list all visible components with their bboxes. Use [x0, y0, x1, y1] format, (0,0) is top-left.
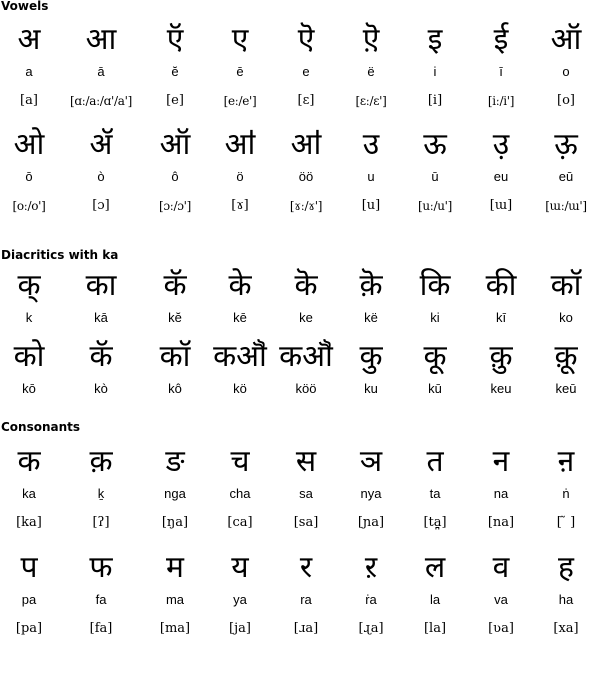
diacritics-cell	[273, 266, 339, 330]
transliteration: öö	[298, 169, 314, 184]
transliteration: kā	[94, 310, 108, 325]
ipa-transcription: [uː/u']	[417, 199, 453, 213]
devanagari-glyph: अ	[17, 22, 41, 57]
vowels-heading: Vowels	[1, 0, 49, 13]
ipa-transcription: [ɹa]	[293, 621, 319, 636]
devanagari-glyph: ऎ	[297, 22, 315, 57]
devanagari-glyph: कॉ	[159, 339, 191, 374]
transliteration: ò	[97, 169, 105, 184]
ipa-transcription: [ʔ]	[92, 515, 110, 530]
consonants-cell	[207, 548, 273, 640]
ipa-transcription: [ɛː/ɛ']	[355, 94, 387, 108]
ipa-transcription: [i]	[427, 93, 443, 108]
transliteration: ra	[300, 592, 312, 607]
ipa-transcription: [fa]	[89, 621, 113, 636]
ipa-transcription: [la]	[423, 621, 447, 636]
consonants-cell	[68, 442, 134, 534]
ipa-transcription: [ɑː/aː/ɑ'/a']	[70, 94, 132, 108]
devanagari-glyph: ऑ	[550, 22, 582, 57]
transliteration: kō	[22, 381, 36, 396]
consonants-cell	[0, 548, 62, 640]
ipa-transcription: [o]	[557, 93, 575, 108]
consonants-heading: Consonants	[1, 420, 81, 434]
diacritics-cell	[533, 337, 593, 401]
diacritics-cell	[468, 337, 534, 401]
devanagari-glyph: क़	[89, 444, 113, 479]
devanagari-glyph: कॵ	[213, 339, 267, 374]
devanagari-glyph: ऑ	[159, 127, 191, 162]
ipa-transcription: [a]	[20, 93, 38, 108]
transliteration: kò	[94, 381, 108, 396]
ipa-transcription: [xa]	[553, 621, 579, 636]
vowels-cell	[0, 20, 62, 112]
transliteration: cha	[229, 486, 251, 501]
diacritics-cell	[68, 266, 134, 330]
ipa-transcription: [ja]	[229, 621, 251, 636]
devanagari-glyph: ऎ़	[362, 22, 380, 57]
transliteration: keu	[490, 381, 512, 396]
ipa-transcription: [eː/e']	[223, 94, 257, 108]
ipa-transcription: [ɯ]	[489, 198, 513, 213]
transliteration: ha	[558, 592, 574, 607]
devanagari-glyph: का	[85, 268, 117, 303]
vowels-cell	[142, 125, 208, 217]
consonants-cell	[273, 548, 339, 640]
devanagari-glyph: ह	[558, 550, 574, 585]
devanagari-glyph: इ	[427, 22, 443, 57]
transliteration: ḵ	[97, 486, 105, 501]
ipa-transcription: [ɛ]	[297, 93, 315, 108]
consonants-cell	[338, 442, 404, 534]
devanagari-glyph: ॴ	[224, 127, 256, 162]
consonants-row-2	[0, 548, 593, 678]
consonants-cell	[468, 548, 534, 640]
transliteration: va	[494, 592, 508, 607]
vowels-cell	[402, 125, 468, 217]
transliteration: ki	[430, 310, 440, 325]
ipa-transcription: [ca]	[227, 515, 253, 530]
devanagari-glyph: ॲ	[89, 127, 113, 162]
devanagari-glyph: कॆ	[294, 268, 318, 303]
ipa-transcription: [pa]	[15, 621, 43, 636]
ipa-transcription: [ma]	[159, 621, 191, 636]
consonants-cell	[142, 442, 208, 534]
devanagari-glyph: य	[231, 550, 249, 585]
ipa-transcription: [ ̃ ]	[556, 515, 576, 530]
devanagari-glyph: ॴ	[290, 127, 322, 162]
diacritics-cell	[207, 337, 273, 401]
devanagari-glyph: न	[492, 444, 510, 479]
consonants-cell	[402, 442, 468, 534]
transliteration: kī	[495, 310, 507, 325]
consonants-cell	[468, 442, 534, 534]
transliteration: ë	[367, 64, 375, 79]
vowels-cell	[338, 125, 404, 217]
vowels-cell	[468, 125, 534, 217]
ipa-transcription: [oː/o']	[12, 199, 46, 213]
devanagari-glyph: ऩ	[557, 444, 575, 479]
devanagari-glyph: र	[299, 550, 313, 585]
transliteration: fa	[95, 592, 107, 607]
transliteration: ku	[364, 381, 378, 396]
devanagari-glyph: ई	[493, 22, 509, 57]
devanagari-glyph: ङ	[165, 444, 185, 479]
ipa-transcription: [ka]	[16, 515, 42, 530]
transliteration: ē	[236, 64, 244, 79]
transliteration: kô	[168, 381, 182, 396]
consonants-cell	[533, 548, 593, 640]
devanagari-glyph: ऊ	[423, 127, 447, 162]
devanagari-glyph: स	[295, 444, 317, 479]
transliteration: ā	[97, 64, 105, 79]
devanagari-glyph: क्	[17, 268, 41, 303]
diacritics-cell	[142, 337, 208, 401]
transliteration: sa	[299, 486, 313, 501]
ipa-transcription: [u]	[361, 198, 381, 213]
vowels-cell	[338, 20, 404, 112]
devanagari-glyph: ऱ	[364, 550, 378, 585]
vowels-cell	[142, 20, 208, 112]
consonants-cell	[0, 442, 62, 534]
ipa-transcription: [ʋa]	[488, 621, 514, 636]
consonants-cell	[273, 442, 339, 534]
devanagari-glyph: प	[20, 550, 38, 585]
transliteration: nya	[360, 486, 382, 501]
devanagari-glyph: म	[166, 550, 184, 585]
devanagari-glyph: उ़	[492, 127, 510, 162]
devanagari-glyph: को	[13, 339, 45, 374]
transliteration: ī	[499, 64, 503, 79]
consonants-cell	[207, 442, 273, 534]
transliteration: la	[429, 592, 441, 607]
transliteration: ke	[299, 310, 313, 325]
diacritics-cell	[402, 266, 468, 330]
diacritics-cell	[0, 266, 62, 330]
devanagari-glyph: कॅ	[163, 268, 187, 303]
transliteration: kë	[364, 310, 378, 325]
ipa-transcription: [iː/i']	[487, 94, 515, 108]
devanagari-glyph: कॅ	[89, 339, 113, 374]
diacritics-cell	[468, 266, 534, 330]
devanagari-glyph: कि	[419, 268, 451, 303]
diacritics-cell	[142, 266, 208, 330]
transliteration: ô	[171, 169, 179, 184]
transliteration: na	[493, 486, 509, 501]
diacritics-cell	[0, 337, 62, 401]
diacritics-cell	[338, 266, 404, 330]
transliteration: eū	[558, 169, 574, 184]
transliteration: köö	[295, 381, 317, 396]
transliteration: kĕ	[168, 310, 182, 325]
transliteration: o	[562, 64, 570, 79]
transliteration: u	[367, 169, 375, 184]
vowels-cell	[533, 20, 593, 112]
devanagari-glyph: के	[228, 268, 252, 303]
devanagari-glyph: ए	[231, 22, 249, 57]
ipa-transcription: [ɔː/ɔ']	[158, 199, 192, 213]
transliteration: e	[302, 64, 310, 79]
ipa-transcription: [ɯː/ɯ']	[545, 199, 587, 213]
devanagari-glyph: कू़	[554, 339, 578, 374]
transliteration: k	[25, 310, 33, 325]
vowels-cell	[207, 20, 273, 112]
transliteration: ṅ	[562, 486, 570, 501]
ipa-transcription: [ɻa]	[358, 621, 384, 636]
ipa-transcription: [na]	[487, 515, 515, 530]
devanagari-glyph: ऍ	[166, 22, 184, 57]
vowels-cell	[273, 125, 339, 217]
transliteration: ya	[233, 592, 247, 607]
consonants-cell	[142, 548, 208, 640]
transliteration: pa	[21, 592, 37, 607]
devanagari-glyph: आ	[85, 22, 117, 57]
transliteration: a	[25, 64, 33, 79]
consonants-cell	[338, 548, 404, 640]
consonants-cell	[533, 442, 593, 534]
transliteration: keū	[555, 381, 577, 396]
devanagari-glyph: कॵ	[279, 339, 333, 374]
consonants-cell	[402, 548, 468, 640]
diacritics-heading: Diacritics with ka	[1, 248, 119, 262]
devanagari-glyph: की	[485, 268, 517, 303]
vowels-cell	[207, 125, 273, 217]
ipa-transcription: [ɤː/ɤ']	[289, 199, 323, 213]
diacritics-cell	[402, 337, 468, 401]
vowels-cell	[0, 125, 62, 217]
diacritics-cell	[533, 266, 593, 330]
transliteration: eu	[493, 169, 509, 184]
transliteration: kē	[233, 310, 247, 325]
devanagari-glyph: ऊ़	[554, 127, 578, 162]
transliteration: ma	[165, 592, 185, 607]
transliteration: ĕ	[171, 64, 179, 79]
transliteration: ko	[559, 310, 573, 325]
devanagari-glyph: च	[230, 444, 250, 479]
devanagari-glyph: कॉ	[550, 268, 582, 303]
devanagari-glyph: कू	[423, 339, 447, 374]
vowels-row-2	[0, 125, 593, 255]
vowels-cell	[468, 20, 534, 112]
diacritics-cell	[338, 337, 404, 401]
ipa-transcription: [sa]	[293, 515, 319, 530]
ipa-transcription: [ɲa]	[357, 515, 385, 530]
devanagari-glyph: व	[492, 550, 510, 585]
devanagari-glyph: ओ	[13, 127, 45, 162]
consonants-cell	[68, 548, 134, 640]
transliteration: ṙa	[365, 592, 377, 607]
vowels-cell	[273, 20, 339, 112]
devanagari-glyph: उ	[362, 127, 380, 162]
transliteration: i	[433, 64, 437, 79]
transliteration: ū	[431, 169, 439, 184]
transliteration: ō	[25, 169, 33, 184]
transliteration: ö	[236, 169, 244, 184]
ipa-transcription: [ta̪]	[423, 515, 447, 530]
ipa-transcription: [ŋa]	[161, 515, 189, 530]
transliteration: kū	[428, 381, 442, 396]
devanagari-glyph: कॆ़	[359, 268, 383, 303]
transliteration: kö	[233, 381, 247, 396]
devanagari-glyph: क	[17, 444, 41, 479]
vowels-cell	[402, 20, 468, 112]
devanagari-glyph: ल	[424, 550, 446, 585]
transliteration: ta	[429, 486, 441, 501]
ipa-transcription: [ɔ]	[92, 198, 110, 213]
ipa-transcription: [e]	[166, 93, 184, 108]
devanagari-glyph: कु	[359, 339, 383, 374]
devanagari-glyph: फ	[89, 550, 113, 585]
transliteration: nga	[164, 486, 186, 501]
devanagari-glyph: ञ	[359, 444, 383, 479]
transliteration: ka	[22, 486, 36, 501]
ipa-transcription: [ɤ]	[231, 198, 249, 213]
vowels-cell	[533, 125, 593, 217]
diacritics-cell	[68, 337, 134, 401]
vowels-cell	[68, 20, 134, 112]
vowels-cell	[68, 125, 134, 217]
devanagari-glyph: कु़	[489, 339, 513, 374]
diacritics-cell	[273, 337, 339, 401]
devanagari-glyph: त	[426, 444, 444, 479]
diacritics-cell	[207, 266, 273, 330]
